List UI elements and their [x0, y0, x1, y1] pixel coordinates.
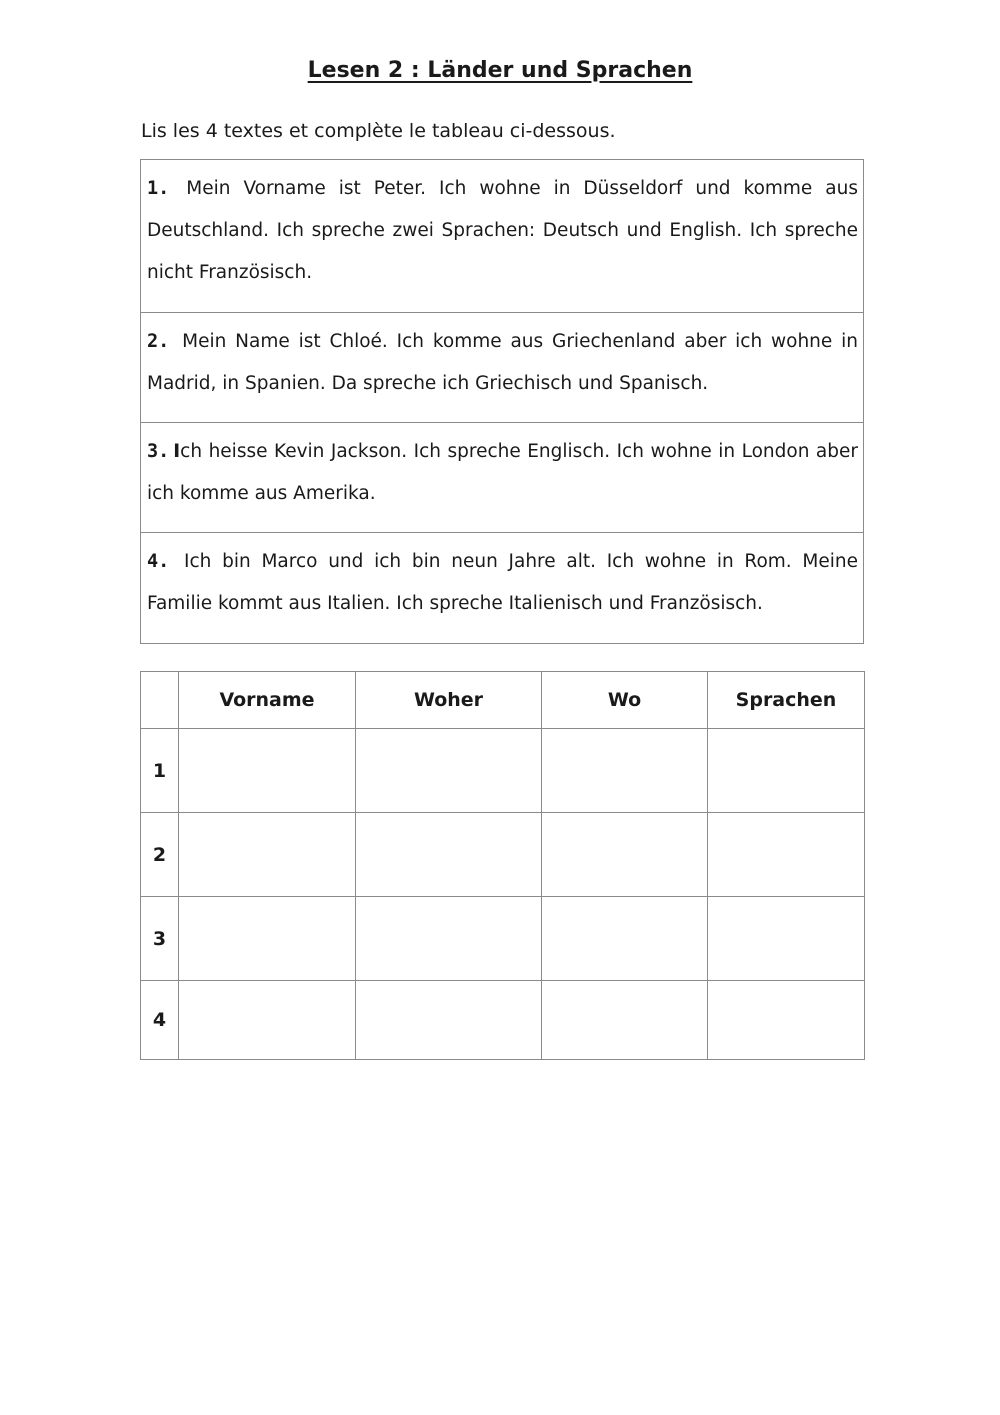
- table-row: [141, 897, 865, 981]
- cell-wo[interactable]: [542, 729, 708, 813]
- header-wo: Wo: [542, 672, 708, 729]
- cell-vorname[interactable]: [179, 897, 356, 981]
- text-number: 4.: [147, 551, 170, 572]
- cell-sprachen[interactable]: [708, 981, 865, 1060]
- answer-table: [140, 671, 865, 1060]
- cell-woher[interactable]: [356, 981, 542, 1060]
- cell-woher[interactable]: [356, 729, 542, 813]
- reading-text-3: [141, 423, 863, 533]
- row-number: 3: [141, 897, 179, 981]
- reading-texts-box: [140, 159, 864, 644]
- cell-wo[interactable]: [542, 813, 708, 897]
- row-number: 4: [141, 981, 179, 1060]
- cell-woher[interactable]: [356, 813, 542, 897]
- table-header-row: [141, 672, 865, 729]
- text-body: Mein Name ist Chloé. Ich komme aus Griechenland aber ich wohne in Madrid, in Spanien. Da spreche ich Griechisch und Spanisch.: [147, 331, 858, 394]
- table-row: [141, 981, 865, 1060]
- text-number: 2.: [147, 331, 170, 352]
- cell-vorname[interactable]: [179, 813, 356, 897]
- header-woher: Woher: [356, 672, 542, 729]
- table-row: [141, 813, 865, 897]
- header-vorname: Vorname: [179, 672, 356, 729]
- page-title: Lesen 2 : Länder und Sprachen: [307, 58, 693, 83]
- text-body: Ich bin Marco und ich bin neun Jahre alt. Ich wohne in Rom. Meine Familie kommt aus Italien. Ich spreche Italienisch und Französisch.: [147, 551, 858, 614]
- cell-vorname[interactable]: [179, 729, 356, 813]
- text-first-letter: I: [173, 441, 181, 462]
- text-number: 3.: [147, 441, 170, 462]
- instruction-text: Lis les 4 textes et complète le tableau ci-dessous.: [141, 120, 616, 142]
- reading-text-1: [141, 160, 863, 313]
- reading-text-4: [141, 533, 863, 643]
- row-number: 1: [141, 729, 179, 813]
- cell-vorname[interactable]: [179, 981, 356, 1060]
- cell-sprachen[interactable]: [708, 813, 865, 897]
- cell-woher[interactable]: [356, 897, 542, 981]
- row-number: 2: [141, 813, 179, 897]
- cell-wo[interactable]: [542, 981, 708, 1060]
- text-body: ch heisse Kevin Jackson. Ich spreche Englisch. Ich wohne in London aber ich komme aus Amerika.: [147, 441, 858, 504]
- cell-sprachen[interactable]: [708, 729, 865, 813]
- table-row: [141, 729, 865, 813]
- cell-sprachen[interactable]: [708, 897, 865, 981]
- text-body: Mein Vorname ist Peter. Ich wohne in Düsseldorf und komme aus Deutschland. Ich spreche zwei Sprachen: Deutsch und English. Ich spreche nicht Französisch.: [147, 178, 858, 283]
- reading-text-2: [141, 313, 863, 423]
- header-corner: [141, 672, 179, 729]
- header-sprachen: Sprachen: [708, 672, 865, 729]
- text-number: 1.: [147, 178, 170, 199]
- cell-wo[interactable]: [542, 897, 708, 981]
